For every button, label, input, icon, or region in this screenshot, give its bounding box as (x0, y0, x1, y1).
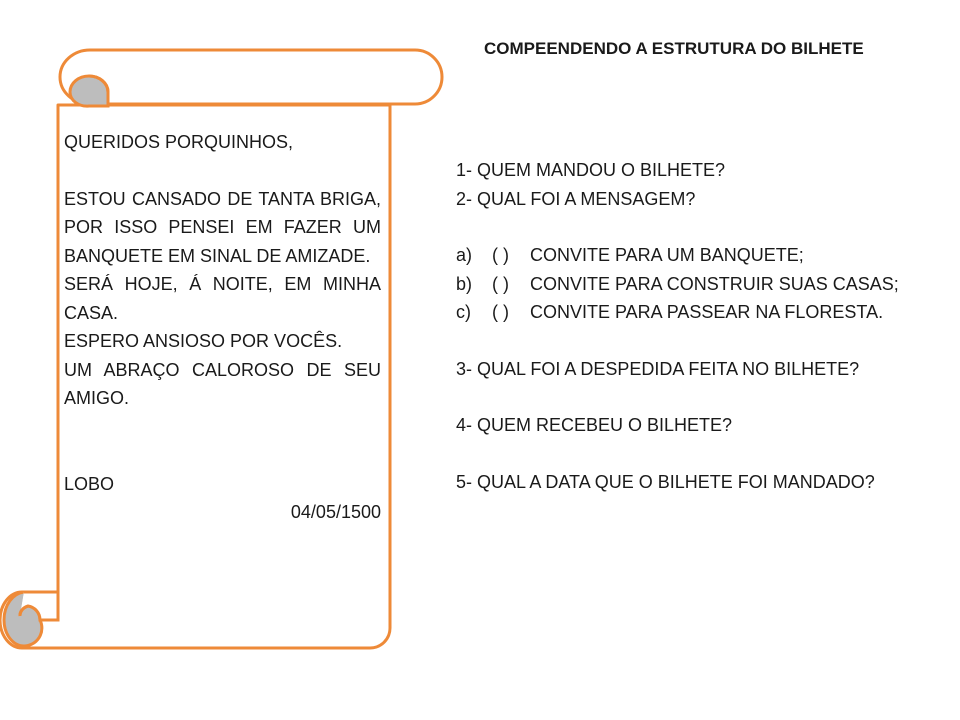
option-checkbox: ( ) (492, 245, 509, 265)
option-letter: b) (456, 273, 473, 294)
letter-signature: LOBO (64, 473, 115, 494)
answer-option-b (456, 270, 946, 299)
question-2: 2- QUAL FOI A MENSAGEM? (456, 188, 696, 209)
top-curl (70, 76, 108, 106)
question-list (456, 156, 946, 496)
letter-paragraph: ESTOU CANSADO DE TANTA BRIGA, POR ISSO PENSEI EM FAZER UM BANQUETE EM SINAL DE AMIZADE. (64, 188, 381, 266)
answer-option-a (456, 241, 946, 270)
option-text: CONVITE PARA PASSEAR NA FLORESTA. (530, 302, 884, 322)
letter-paragraph: UM ABRAÇO CALOROSO DE SEU AMIGO. (64, 359, 381, 408)
option-text: CONVITE PARA CONSTRUIR SUAS CASAS; (530, 273, 899, 294)
option-letter: c) (456, 302, 471, 322)
option-letter: a) (456, 245, 473, 265)
option-checkbox: ( ) (492, 273, 509, 294)
page-title: COMPEENDENDO A ESTRUTURA DO BILHETE (484, 39, 864, 58)
option-text: CONVITE PARA UM BANQUETE; (530, 245, 804, 265)
question-1: 1- QUEM MANDOU O BILHETE? (456, 160, 726, 180)
letter-date: 04/05/1500 (290, 502, 381, 522)
letter-paragraph: SERÁ HOJE, Á NOITE, EM MINHA CASA. (64, 274, 381, 323)
letter-paragraph: ESPERO ANSIOSO POR VOCÊS. (64, 331, 343, 351)
question-4: 4- QUEM RECEBEU O BILHETE? (456, 415, 733, 435)
letter (64, 128, 381, 527)
letter-greeting: QUERIDOS PORQUINHOS, (64, 132, 294, 152)
question-5: 5- QUAL A DATA QUE O BILHETE FOI MANDADO? (456, 471, 875, 492)
answer-option-c (456, 298, 946, 327)
option-checkbox: ( ) (492, 302, 509, 322)
question-3: 3- QUAL FOI A DESPEDIDA FEITA NO BILHETE? (456, 358, 860, 379)
